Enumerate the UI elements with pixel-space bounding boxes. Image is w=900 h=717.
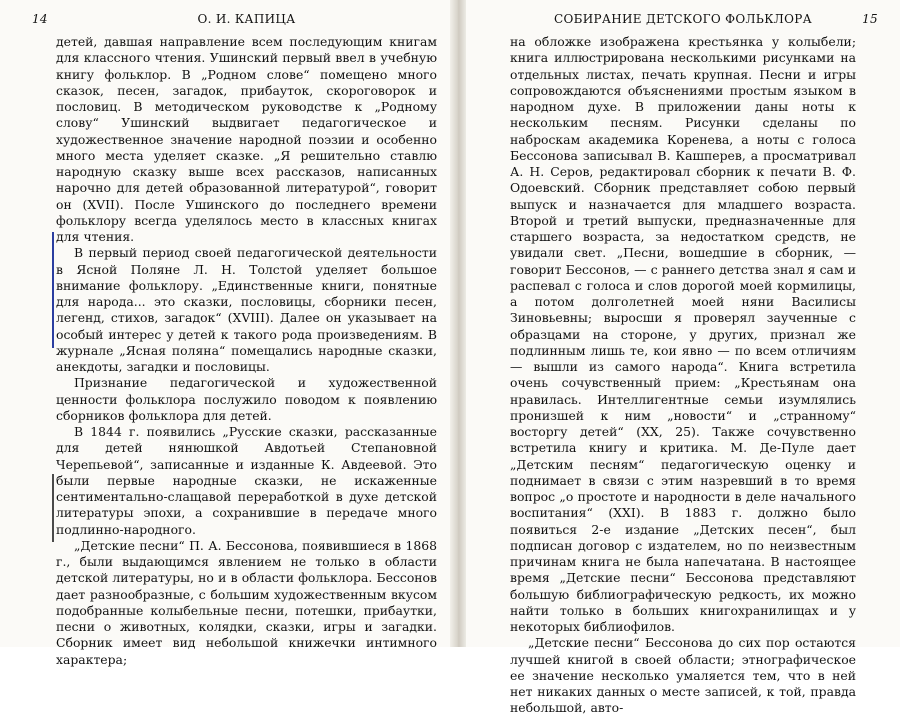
paragraph: Признание педагогической и художественной ценности фольклора послужило поводом к появлению сборников фольклора для детей. xyxy=(56,375,437,423)
pen-margin-mark xyxy=(52,232,54,348)
paragraph: В первый период своей педагогической деятельности в Ясной Поляне Л. Н. Толстой уделяет большое внимание фольклору. „Единственные книги, понятные для народа... это сказки, пословицы, сборники песен, легенд, стихов, загадок“ (XVIII). Далее он указывает на особый интерес у детей к такого рода произведениям. В журнале „Ясная поляна“ помещались народные сказки, анекдоты, загадки и пословицы. xyxy=(56,245,437,374)
paragraph: на обложке изображена крестьянка у колыбели; книга иллюстрирована несколькими рисунками на отдельных листах, печать крупная. Песни и игры сопровождаются объяснениями простым языком в народном духе. В приложении даны ноты к нескольким песням. Рисунки сделаны по наброскам академика Коренева, а ноты с голоса Бессонова записывал В. Кашперев, а просматривал А. Н. Серов, редактировал сборник к печати В. Ф. Одоевский. Сборник представляет собою первый выпуск и назначается для младшего возраста. Второй и третий выпуски, предназначенные для старшего возраста, за недостатком средств, не увидали свет. „Песни, вошедшие в сборник, — говорит Бессонов, — с раннего детства знал я сам и распевал с голоса и слов дорогой моей кормилицы, а потом долголетней моей няни Василисы Зиновьевны; выросши я проверял заученные с образцами на стороне, у других, признал же подлинным лишь те, кои явно — по всем отличиям — вышли из самого народа“. Книга встретила очень сочувственный прием: „Крестьянам она нравилась. Интеллигентные семьи изумлялись пронизшей к ним „новости“ и „странному“ восторгу детей“ (XX, 25). Также сочувственно встретила книгу и критика. М. Де-Пуле дает „Детским песням“ педагогическую оценку и поднимает в связи с этим назревший в то время вопрос „о простоте и народности в деле начального воспитания“ (XXI). В 1883 г. должно было появиться 2-е издание „Детских песен“, был подписан договор с издателем, но по неизвестным причинам книга не была напечатана. В настоящее время „Детские песни“ Бессонова представляют большую библиографическую редкость, их можно найти только в больших книгохранилищах и у некоторых библиофилов. xyxy=(510,34,856,634)
paragraph: В 1844 г. появились „Русские сказки, рассказанные для детей нянюшкой Авдотьей Степановной Черепьевой“, записанные и изданные К. Авдеевой. Это были первые народные сказки, не искаженные сентиментально-слащавой переработкой в духе детской литературы эпохи, а сохранившие в передаче много подлинно-народного. xyxy=(56,424,437,537)
right-page-body xyxy=(510,34,856,717)
page-number: 15 xyxy=(862,12,878,26)
running-head: О. И. КАПИЦА xyxy=(197,12,296,26)
right-page-header xyxy=(510,12,878,34)
page-number: 14 xyxy=(32,12,48,26)
left-page xyxy=(0,0,455,667)
left-page-header xyxy=(32,12,437,34)
paragraph: „Детские песни“ П. А. Бессонова, появившиеся в 1868 г., были выдающимся явлением не только в области детской литературы, но и в области фольклора. Бессонов дает разнообразные, с большим художественным вкусом подобранные колыбельные песни, потешки, прибаутки, песни о животных, колядки, сказки, игры и загадки. Сборник имеет вид небольшой книжечки интимного характера; xyxy=(56,537,437,667)
running-head: СОБИРАНИЕ ДЕТСКОГО ФОЛЬКЛОРА xyxy=(554,12,812,26)
paragraph: детей, давшая направление всем последующим книгам для классного чтения. Ушинский первый ввел в учебную книгу фольклор. В „Родном слове“ помещено много сказок, песен, загадок, прибауток, скороговорок и пословиц. В методическом руководстве к „Родному слову“ Ушинский выдвигает педагогическое и художественное значение народной поэзии и особенно много места уделяет сказке. „Я решительно ставлю народную сказку выше всех рассказов, написанных нарочно для детей образованной литературой“, говорит он (XVII). После Ушинского до последнего времени фольклору всегда уделялось место в классных книгах для чтения. xyxy=(56,34,437,244)
pen-margin-mark xyxy=(52,474,54,542)
left-page-body xyxy=(56,34,437,668)
paragraph: „Детские песни“ Бессонова до сих пор остаются лучшей книгой в своей области; этнографическое ее значение несколько умаляется тем, что в ней нет никаких данных о месте записей, к той, правда небольшой, авто- xyxy=(510,635,856,716)
right-page xyxy=(462,0,900,716)
